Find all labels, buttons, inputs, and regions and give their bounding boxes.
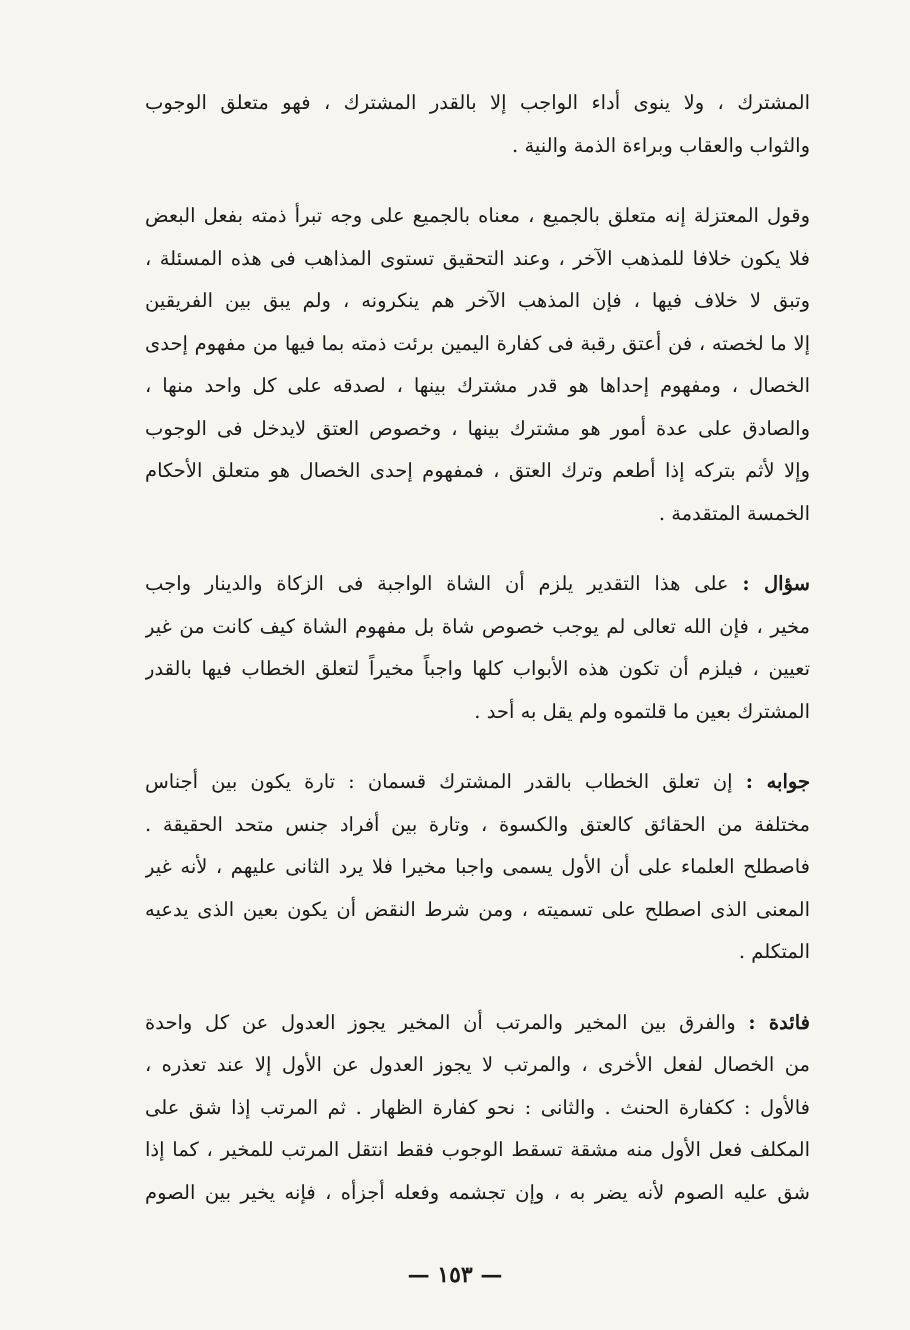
page-number: — ١٥٣ —: [407, 1262, 503, 1288]
text-line: شق عليه الصوم لأنه يضر به ، وإن تجشمه وفعله أجزأه ، فإنه يخير بين الصوم: [145, 1180, 810, 1204]
question-heading: سؤال :: [742, 572, 810, 595]
answer-text: إن تعلق الخطاب بالقدر المشترك قسمان : تارة يكون بين أجناس: [145, 770, 733, 793]
text-line: الخصال ، ومفهوم إحداها هو قدر مشترك بينها ، لصدقه على كل واحد منها ،: [145, 374, 810, 397]
text-line: فالأول : ككفارة الحنث . والثانى : نحو كفارة الظهار . ثم المرتب إذا شق على: [145, 1095, 810, 1119]
text-line: المشترك ، ولا ينوى أداء الواجب إلا بالقدر المشترك ، فهو متعلق الوجوب: [145, 91, 810, 114]
text-line: وقول المعتزلة إنه متعلق بالجميع ، معناه بالجميع على وجه تبرأ ذمته بفعل البعض: [145, 204, 810, 227]
text-line: المتكلم .: [738, 940, 810, 963]
text-line: فاصطلح العلماء على أن الأول يسمى واجبا مخيرا فلا يرد الثانى عليهم ، لأنه غير: [145, 855, 810, 878]
note-heading: فائدة :: [748, 1010, 810, 1034]
text-line: [145, 563, 810, 606]
answer-heading: جوابه :: [745, 770, 810, 793]
text-line: المعنى الذى اصطلح على تسميته ، ومن شرط النقض أن يكون بعين الذى يدعيه: [145, 897, 810, 921]
text-line: المكلف فعل الأول منه مشقة تسقط الوجوب فقط انتقل المرتب للمخير ، كما إذا: [145, 1138, 810, 1161]
question-text: على هذا التقدير يلزم أن الشاة الواجبة فى الزكاة والدينار واجب: [145, 572, 729, 595]
text-line: وتبق لا خلاف فيها ، فإن المذهب الآخر هم ينكرونه ، ولم يبق بين الفريقين: [145, 289, 810, 312]
text-line: [145, 761, 810, 804]
paragraph-answer: [145, 761, 810, 974]
page-body: [145, 82, 810, 1214]
text-line: [145, 1002, 810, 1045]
paragraph-1: [145, 82, 810, 167]
text-line: مخير ، فإن الله تعالى لم يوجب خصوص شاة بل مفهوم الشاة كيف كانت من غير: [145, 614, 810, 638]
text-line: إلا ما لخصته ، فن أعتق رقبة فى كفارة اليمين برئت ذمته بما فيها من مفهوم إحدى: [145, 331, 810, 355]
paragraph-note: [145, 1002, 810, 1215]
text-line: والثواب والعقاب وبراءة الذمة والنية .: [512, 133, 810, 157]
paragraph-2: [145, 195, 810, 535]
text-line: من الخصال لفعل الأخرى ، والمرتب لا يجوز العدول عن الأول إلا عند تعذره ،: [145, 1053, 810, 1076]
paragraph-question: [145, 563, 810, 733]
text-line: فلا يكون خلافا للمذهب الآخر ، وعند التحقيق تستوى المذاهب فى هذه المسئلة ،: [145, 246, 810, 270]
text-line: والصادق على عدة أمور هو مشترك بينها ، وخصوص العتق لايدخل فى الوجوب: [145, 416, 810, 440]
text-line: مختلفة من الحقائق كالعتق والكسوة ، وتارة بين أفراد جنس متحد الحقيقة .: [145, 812, 810, 836]
note-text: والفرق بين المخير والمرتب أن المخير يجوز العدول عن كل واحدة: [145, 1010, 736, 1034]
text-line: الخمسة المتقدمة .: [658, 501, 810, 525]
text-line: تعيين ، فيلزم أن تكون هذه الأبواب كلها واجباً مخيراً لتعلق الخطاب فيها بالقدر: [145, 657, 810, 680]
text-line: وإلا لأثم بتركه إذا أطعم وترك العتق ، فمفهوم إحدى الخصال هو متعلق الأحكام: [145, 459, 810, 482]
text-line: المشترك بعين ما قلتموه ولم يقل به أحد .: [474, 699, 810, 723]
